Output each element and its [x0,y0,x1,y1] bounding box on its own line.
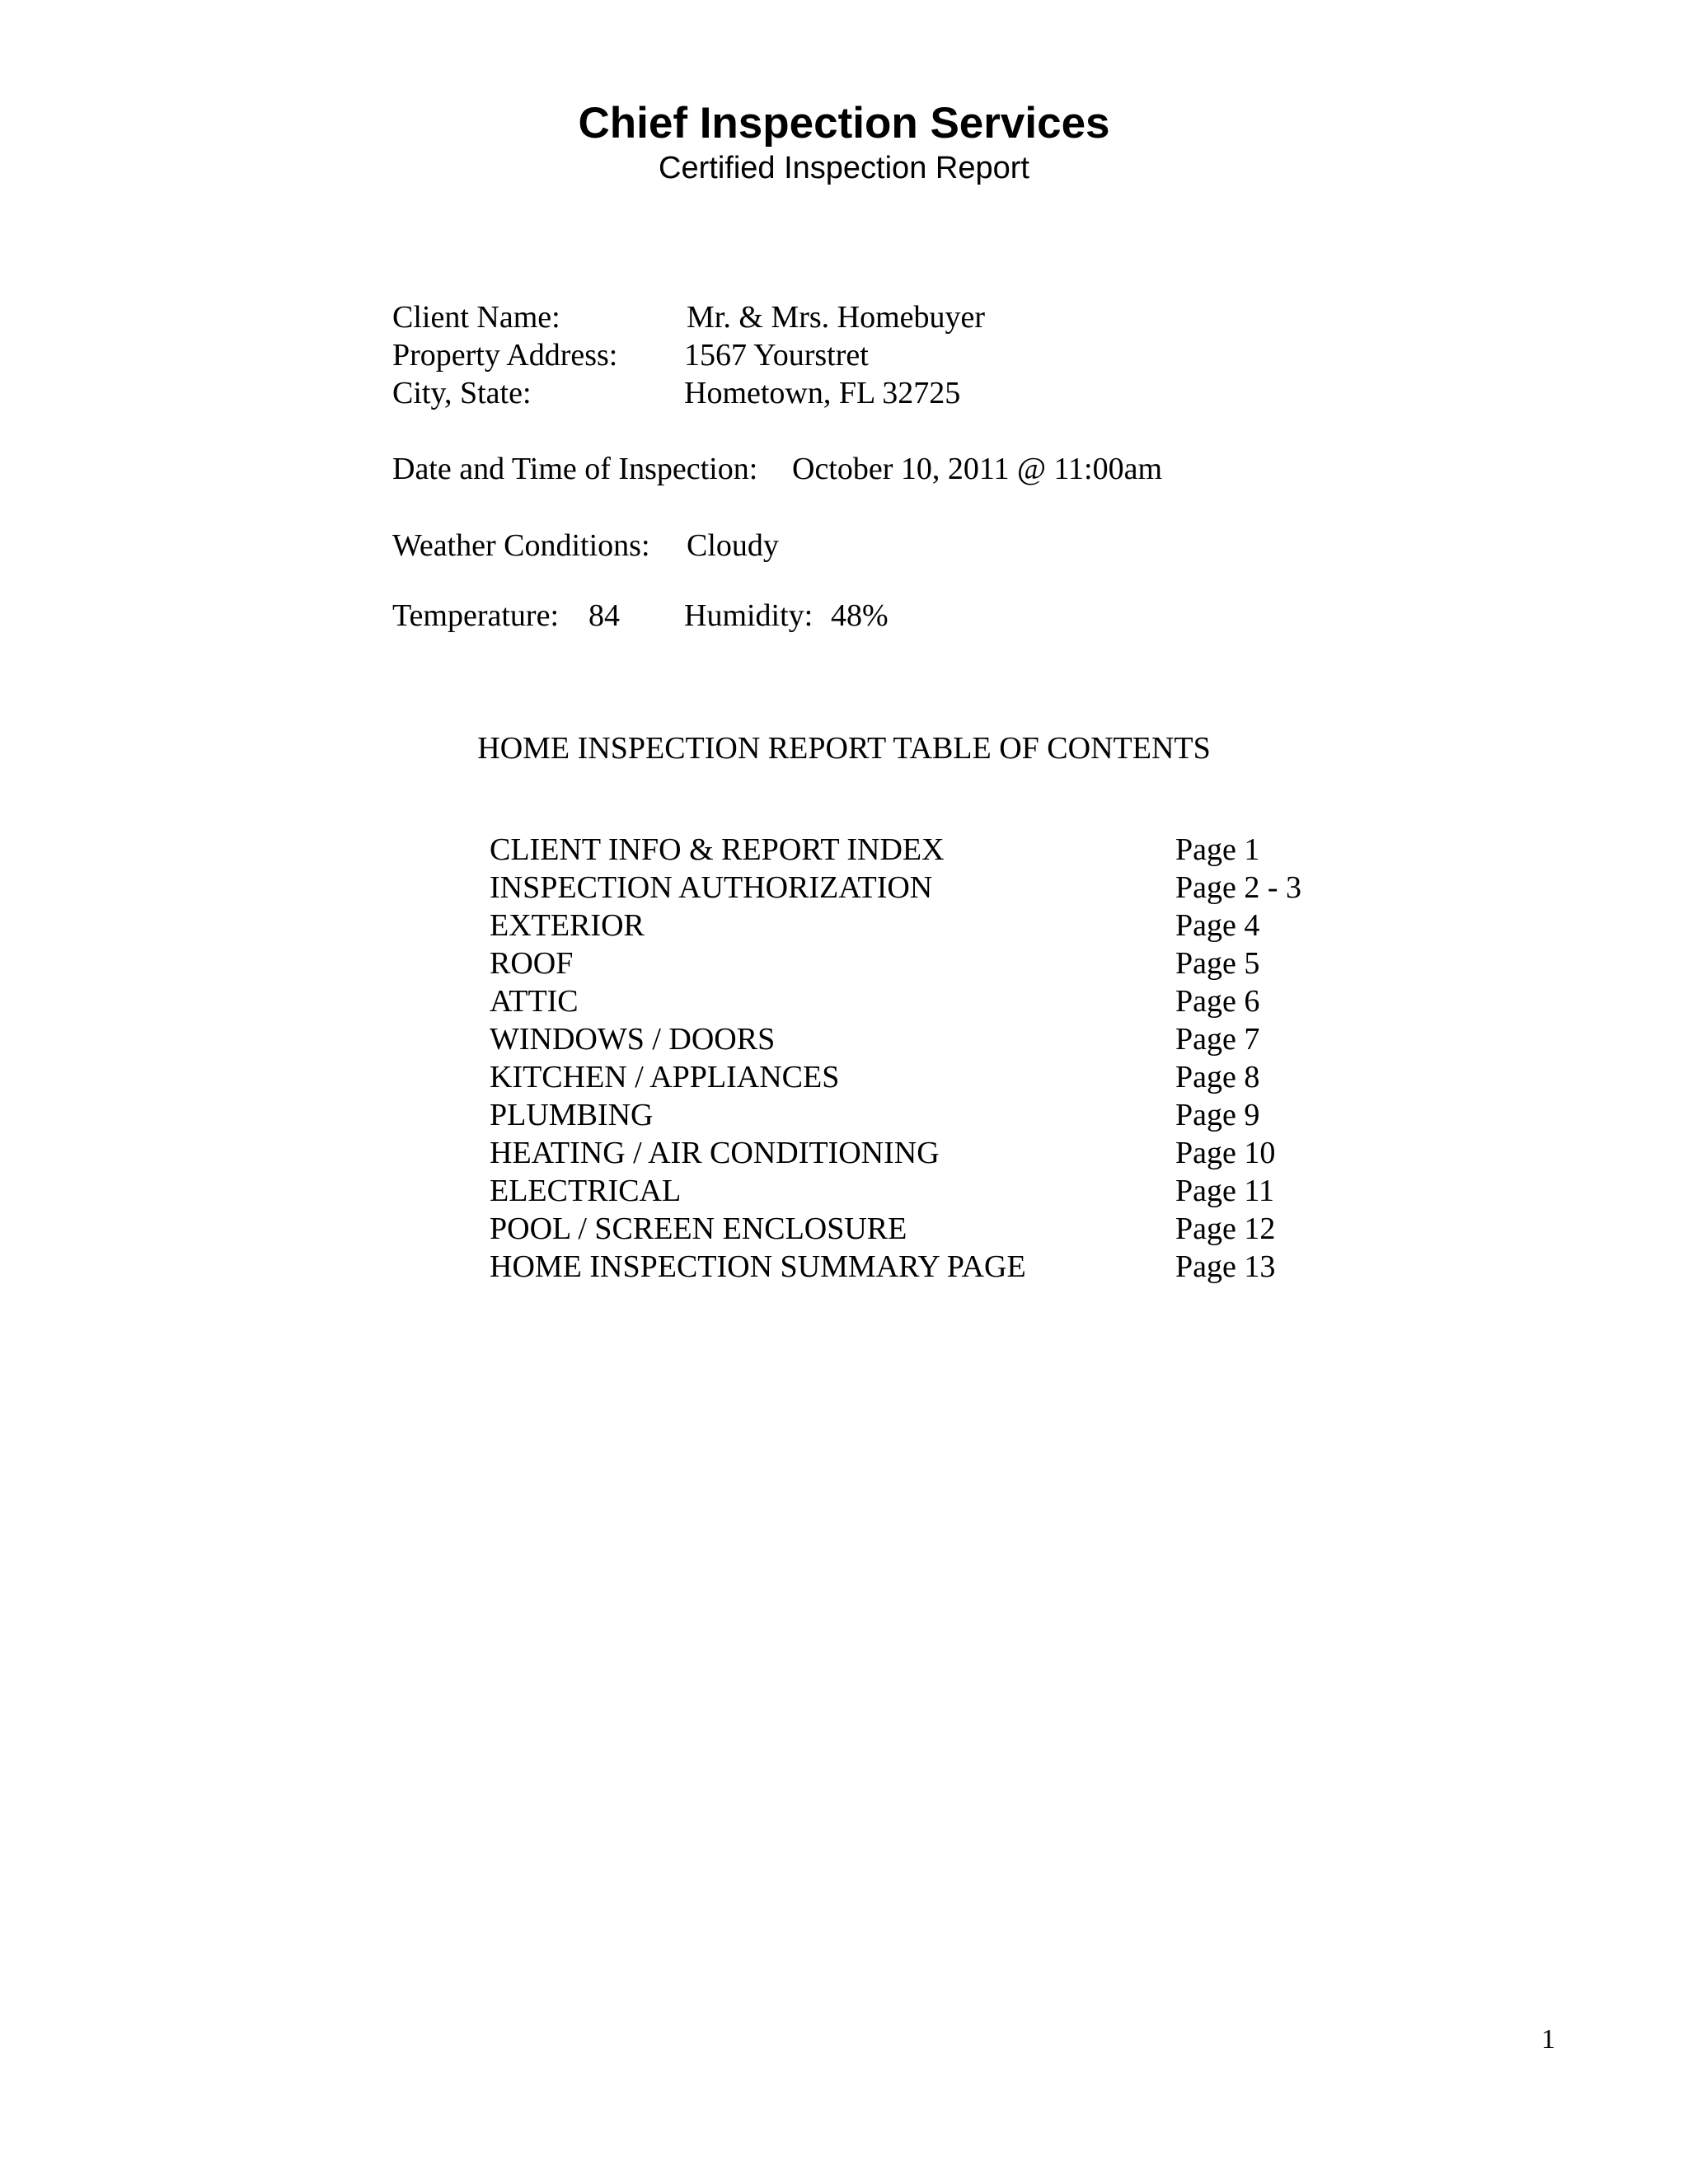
toc-item-page: Page 11 [1175,1174,1274,1208]
toc-item-page: Page 1 [1175,832,1260,867]
toc-item-title: EXTERIOR [490,908,645,943]
toc-item-title: POOL / SCREEN ENCLOSURE [490,1212,907,1246]
toc-item-title: WINDOWS / DOORS [490,1022,776,1057]
city-state-value: Hometown, FL 32725 [684,376,961,410]
toc-item-title: CLIENT INFO & REPORT INDEX [490,832,945,867]
property-address-label: Property Address: [392,338,618,373]
toc-item-page: Page 4 [1175,908,1260,943]
toc-item-page: Page 13 [1175,1249,1276,1284]
page-number: 1 [1541,2024,1555,2055]
toc-item-page: Page 2 - 3 [1175,870,1302,905]
toc-item-title: ATTIC [490,984,579,1019]
client-name-label: Client Name: [392,300,560,335]
humidity-label: Humidity: [684,598,814,633]
toc-item-page: Page 8 [1175,1060,1260,1094]
inspection-datetime-value: October 10, 2011 @ 11:00am [792,452,1163,486]
client-name-value: Mr. & Mrs. Homebuyer [687,300,986,335]
temperature-value: 84 [588,598,620,633]
toc-item-title: PLUMBING [490,1098,654,1132]
weather-value: Cloudy [687,528,779,563]
toc-item-title: ELECTRICAL [490,1174,682,1208]
toc-item-page: Page 9 [1175,1098,1260,1132]
property-address-value: 1567 Yourstret [684,338,869,373]
weather-label: Weather Conditions: [392,528,650,563]
toc-item-page: Page 10 [1175,1136,1276,1170]
city-state-label: City, State: [392,376,532,410]
toc-item-page: Page 7 [1175,1022,1260,1057]
toc-item-title: ROOF [490,946,574,981]
toc-item-title: INSPECTION AUTHORIZATION [490,870,933,905]
toc-item-page: Page 5 [1175,946,1260,981]
company-name: Chief Inspection Services [578,99,1110,148]
toc-item-page: Page 12 [1175,1212,1276,1246]
toc-heading: HOME INSPECTION REPORT TABLE OF CONTENTS [477,731,1211,766]
toc-item-title: HOME INSPECTION SUMMARY PAGE [490,1249,1026,1284]
inspection-datetime-label: Date and Time of Inspection: [392,452,758,486]
report-subtitle: Certified Inspection Report [659,151,1029,185]
humidity-value: 48% [831,598,889,633]
toc-item-title: KITCHEN / APPLIANCES [490,1060,840,1094]
toc-item-page: Page 6 [1175,984,1260,1019]
toc-item-title: HEATING / AIR CONDITIONING [490,1136,940,1170]
temperature-label: Temperature: [392,598,560,633]
